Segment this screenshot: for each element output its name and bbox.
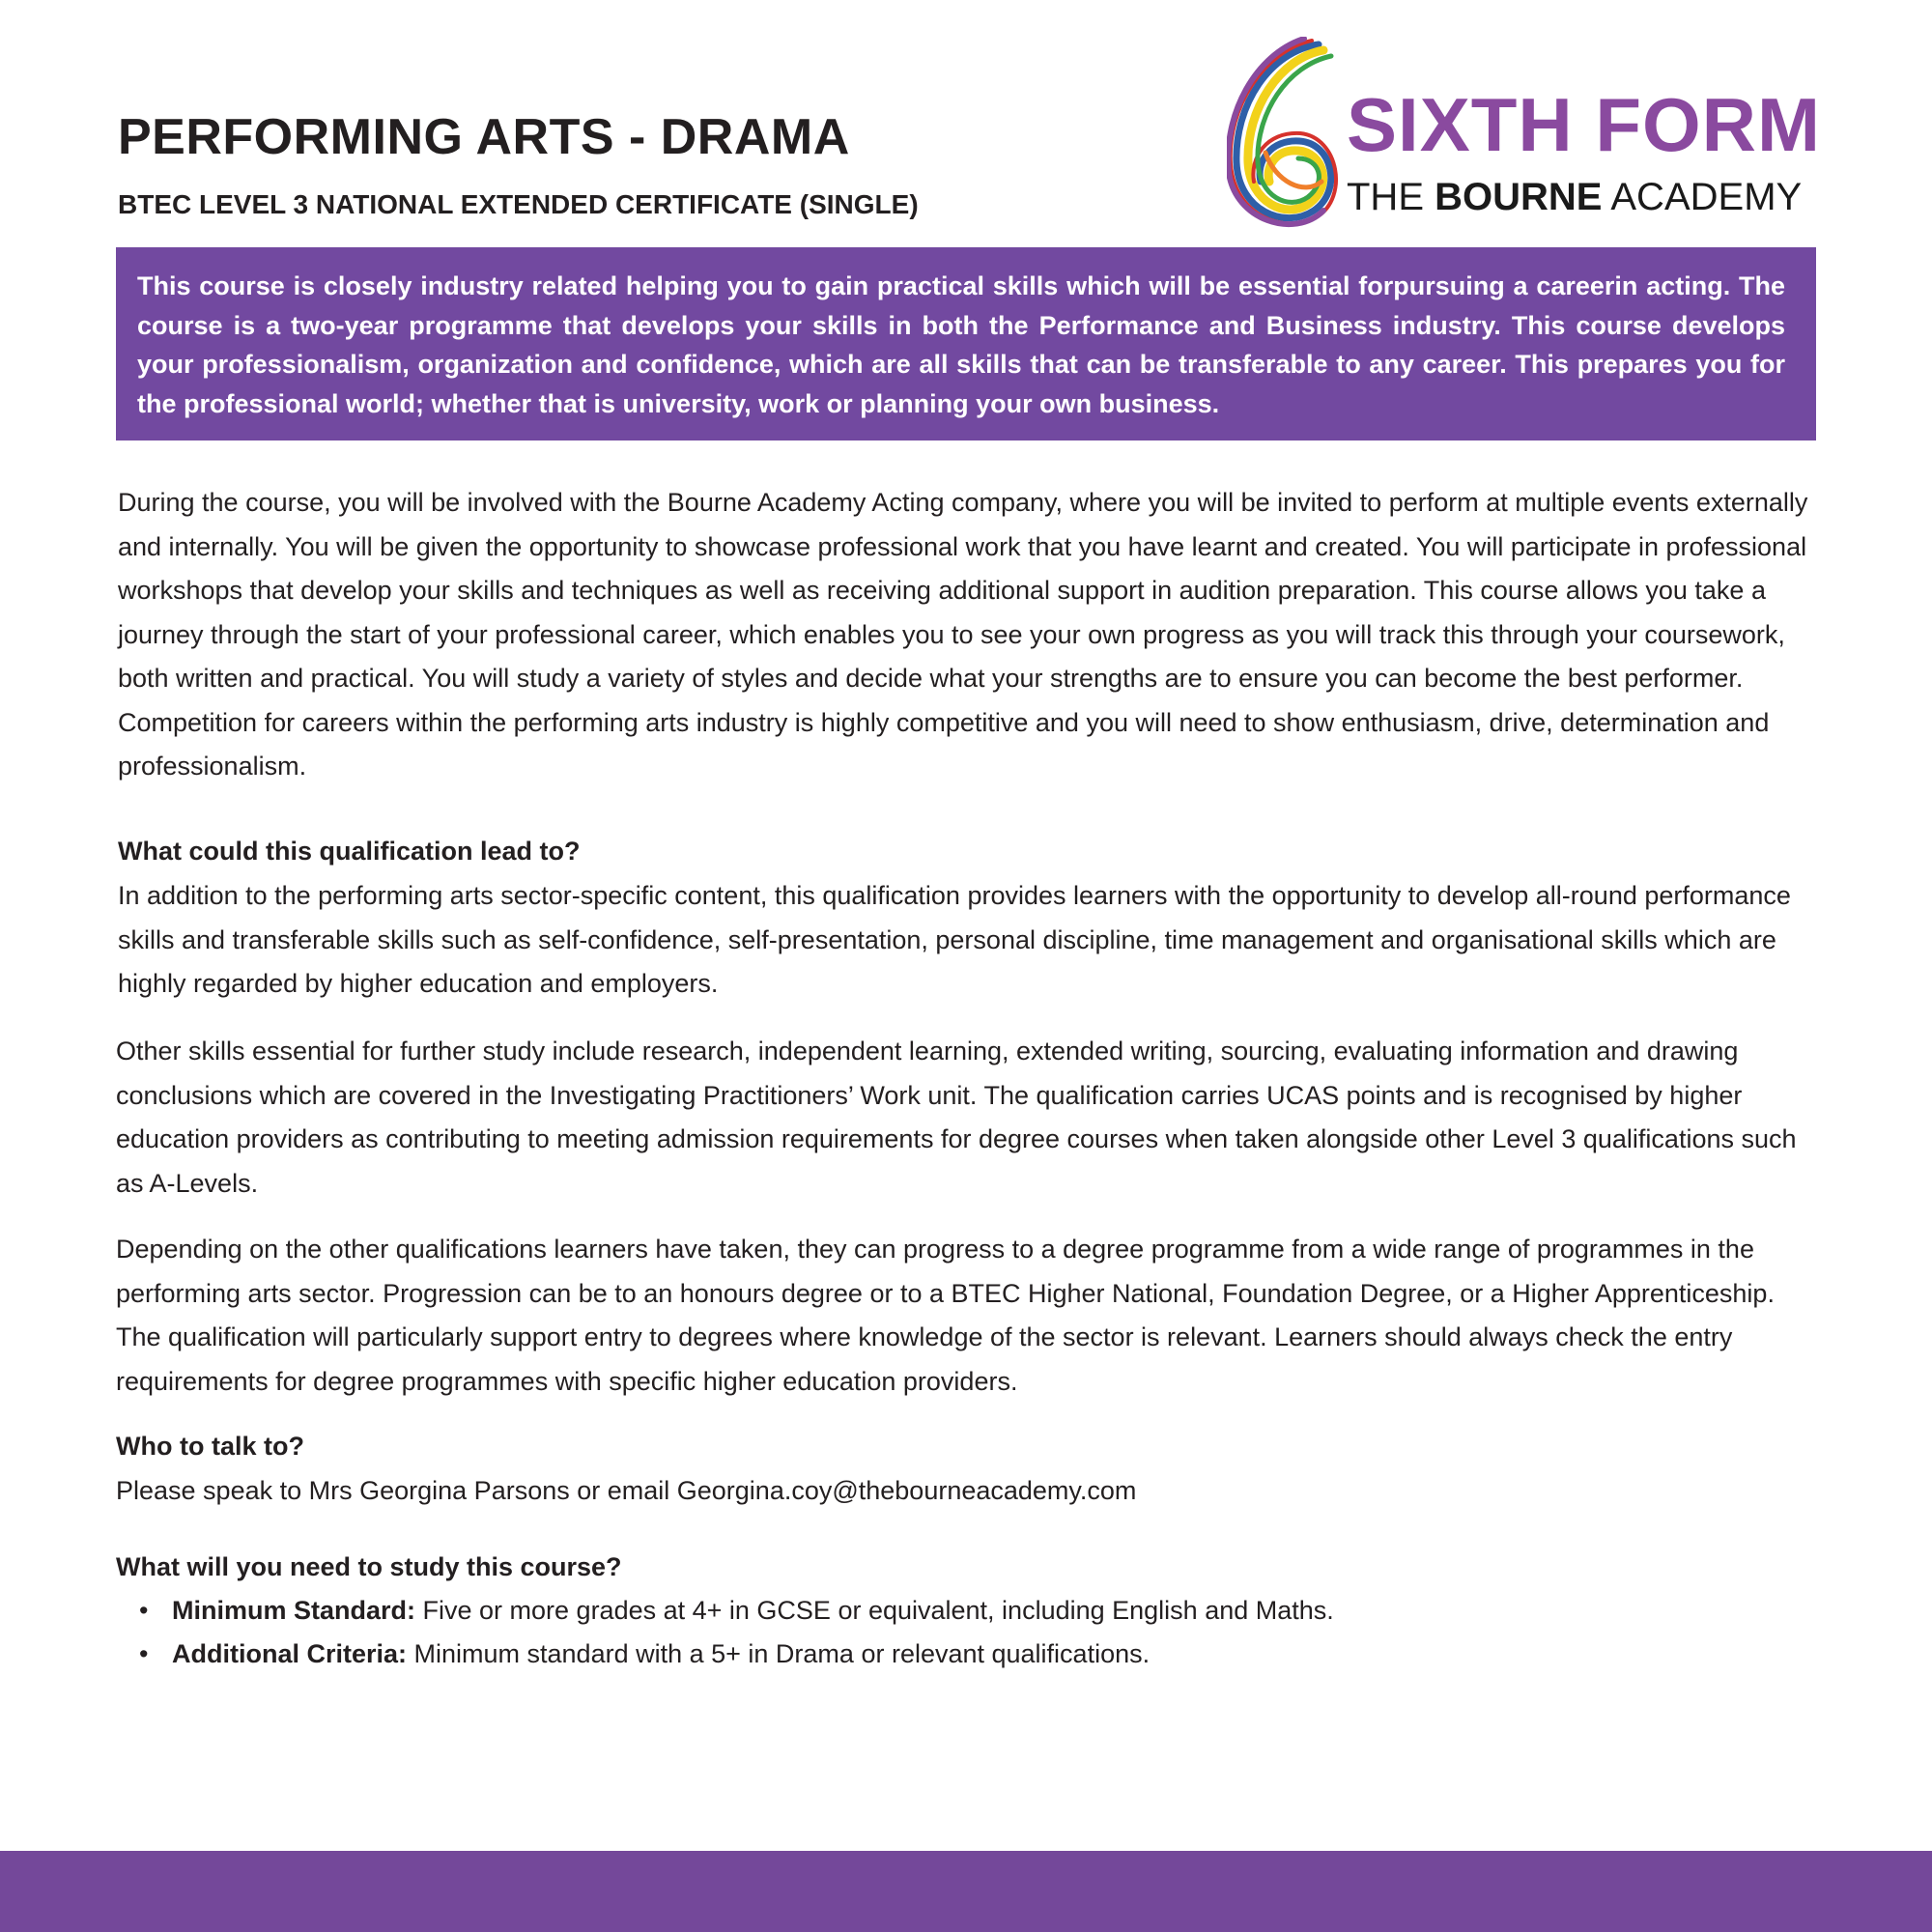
requirements-list xyxy=(116,1589,1334,1676)
qualification-lead-paragraph: In addition to the performing arts sector-specific content, this qualification provides learners with the opportunity to develop all-round performance skills and transferable skills such as self-confidence, self-presentation, personal discipline, time management and organisational skills which are highly regarded by higher education and employers. xyxy=(118,881,1791,998)
progression-paragraph: Depending on the other qualifications learners have taken, they can progress to a degree programme from a wide range of programmes in the performing arts sector. Progression can be to an honours degree or to a BTEC Higher National, Foundation Degree, or a Higher Apprenticeship. The qualification will particularly support entry to degrees where knowledge of the sector is relevant. Learners should always check the entry requirements for degree programmes with specific higher education providers. xyxy=(116,1235,1775,1396)
page-title: PERFORMING ARTS - DRAMA xyxy=(118,109,850,165)
bullet-icon: • xyxy=(139,1639,149,1668)
logo-the-text: THE xyxy=(1347,176,1435,218)
logo-academy-text xyxy=(1347,178,1802,216)
further-study-paragraph: Other skills essential for further study include research, independent learning, extended writing, sourcing, evaluating information and drawing conclusions which are covered in the Investigating Practitioners’ Work unit. The qualification carries UCAS points and is recognised by higher education providers as contributing to meeting admission requirements for degree courses when taken alongside other Level 3 qualifications such as A-Levels. xyxy=(116,1037,1797,1198)
who-to-talk-heading: Who to talk to? xyxy=(116,1432,304,1461)
requirement-item xyxy=(116,1589,1334,1633)
page-subtitle: BTEC LEVEL 3 NATIONAL EXTENDED CERTIFICATE (SINGLE) xyxy=(118,189,919,219)
requirement-item xyxy=(116,1633,1334,1676)
logo-sixth-form-text: SIXTH FORM xyxy=(1347,82,1821,167)
sixth-form-logo xyxy=(1227,37,1821,230)
intro-banner xyxy=(116,247,1816,440)
logo-academy-word: ACADEMY xyxy=(1602,176,1803,218)
course-description-paragraph: During the course, you will be involved with the Bourne Academy Acting company, where you will be invited to perform at multiple events externally and internally. You will be given the opportunity to showcase professional work that you have learnt and created. You will participate in professional workshops that develop your skills and techniques as well as receiving additional support in audition preparation. This course allows you take a journey through the start of your professional career, which enables you to see your own progress as you will track this through your coursework, both written and practical. You will study a variety of styles and decide what your strengths are to ensure you can become the best performer. Competition for careers within the performing arts industry is highly competitive and you will need to show enthusiasm, drive, determination and professionalism. xyxy=(118,488,1808,781)
qualification-lead-heading: What could this qualification lead to? xyxy=(118,837,581,866)
requirement-label: Additional Criteria: xyxy=(172,1639,408,1668)
requirement-text: Five or more grades at 4+ in GCSE or equivalent, including English and Maths. xyxy=(415,1596,1334,1625)
footer-bar xyxy=(0,1851,1932,1932)
requirement-label: Minimum Standard: xyxy=(172,1596,416,1625)
requirement-text: Minimum standard with a 5+ in Drama or relevant qualifications. xyxy=(407,1639,1151,1668)
intro-text: This course is closely industry related helping you to gain practical skills which will be essential forpursuing a careerin acting. The course is a two-year programme that develops your skills in both the Performance and Business industry. This course develops your professionalism, organization and confidence, which are all skills that can be transferable to any career. This prepares you for the professional world; whether that is university, work or planning your own business. xyxy=(137,271,1785,418)
contact-text: Please speak to Mrs Georgina Parsons or email Georgina.coy@thebourneacademy.com xyxy=(116,1476,1137,1505)
bullet-icon: • xyxy=(139,1596,149,1625)
requirements-heading: What will you need to study this course? xyxy=(116,1552,622,1581)
logo-bourne-text: BOURNE xyxy=(1435,176,1603,218)
number-six-logo-icon xyxy=(1227,37,1352,230)
